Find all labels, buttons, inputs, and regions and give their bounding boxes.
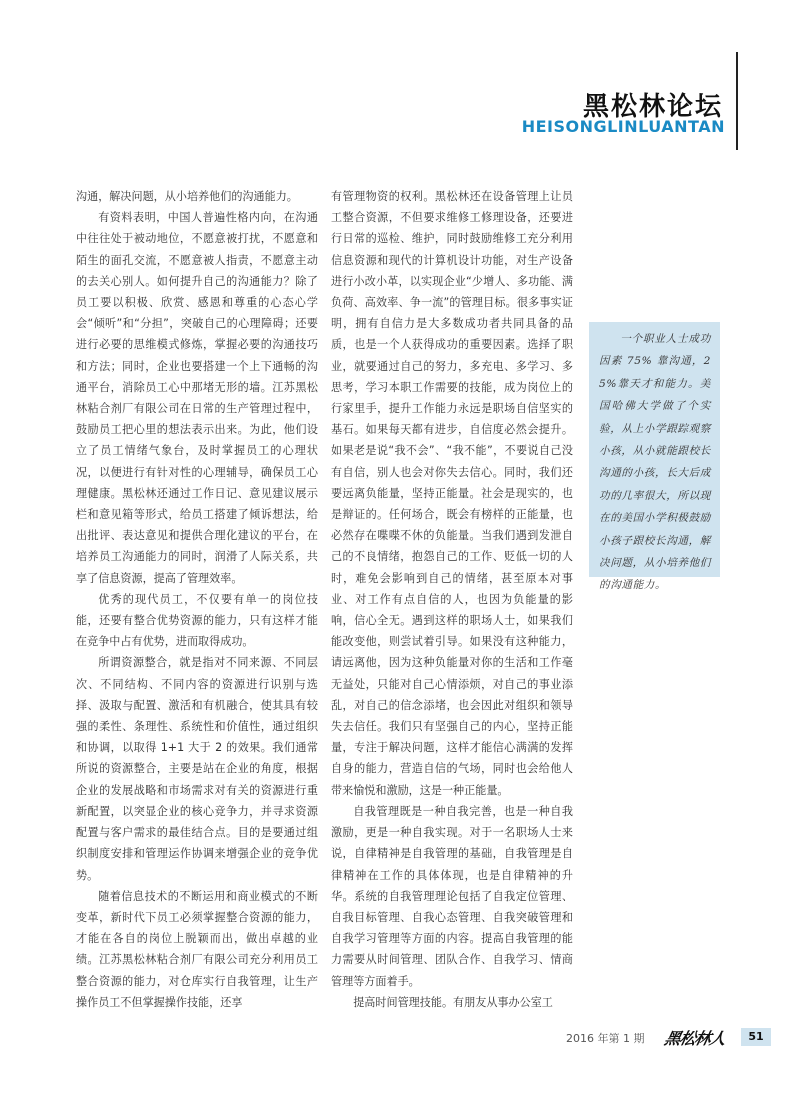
magazine-logo: 黑松林人 <box>662 1029 727 1048</box>
paragraph: 自我管理既是一种自我完善，也是一种自我激励，更是一种自我实现。对于一名职场人士来说，自律精神是自我管理的基础，自我管理是自律精神在工作的具体体现，也是自律精神的升华。系统的自我管理理论包括了自我定位管理、自我目标管理、自我心态管理、自我突破管理和自我学习管理等方面的内容。提高自我管理的能力需要从时间管理、团队合作、自我学习、情商管理等方面着手。 <box>331 804 573 988</box>
paragraph: 有管理物资的权利。黑松林还在设备管理上让员工整合资源，不但要求维修工修理设备，还要进行日常的巡检、维护，同时鼓励维修工充分利用信息资源和现代的计算机设计功能，对生产设备进行小改小革，以实现企业“少增人、多功能、满负荷、高效率、争一流”的管理目标。很多事实证明，拥有自信力是大多数成功者共同具备的品质，也是一个人获得成功的重要因素。选择了职业，就要通过自己的努力，多充电、多学习、多思考，学习本职工作需要的技能，成为岗位上的行家里手，提升工作能力永远是职场自信坚实的基石。如果每天都有进步，自信度必然会提升。如果老是说“我不会”、“我不能”，不要说自己没有自信，别人也会对你失去信心。同时，我们还要远离负能量，坚持正能量。社会是现实的，也是辩证的。任何场合，既会有榜样的正能量，也必然存在喋喋不休的负能量。当我们遇到发泄自己的不良情绪，抱怨自己的工作、贬低一切的人时，难免会影响到自己的情绪，甚至原本对事业、对工作有点自信的人，也因为负能量的影响，信心全无。遇到这样的职场人士，如果我们能改变他，则尝试着引导。如果没有这种能力，请远离他，因为这种负能量对你的生活和工作毫无益处，只能对自己心情添烦，对自己的事业添乱，对自己的信念添堵，也会因此对组织和领导失去信任。我们只有坚强自己的内心，坚持正能量，专注于解决问题，这样才能信心满满的发挥自身的能力，营造自信的气场，同时也会给他人带来愉悦和激励，这是一种正能量。 <box>331 190 573 797</box>
paragraph: 有资料表明，中国人普遍性格内向，在沟通中往往处于被动地位，不愿意被打扰，不愿意和陌生的面孔交流，不愿意被人指责，不愿意主动的去关心别人。如何提升自己的沟通能力？除了员工要以积极、欣赏、感恩和尊重的心态心学会“倾听”和“分担”，突破自己的心理障碍；还要进行必要的思维模式修炼，掌握必要的沟通技巧和方法；同时，企业也要搭建一个上下通畅的沟通平台，消除员工心中那堵无形的墙。江苏黑松林粘合剂厂有限公司在日常的生产管理过程中，鼓励员工把心里的想法表示出来。为此，他们设立了员工情绪气象台，及时掌握员工的心理状况，以便进行有针对性的心理辅导，确保员工心理健康。黑松林还通过工作日记、意见建议展示栏和意见箱等形式，给员工搭建了倾诉想法，给出批评、表达意见和提供合理化建议的平台，在培养员工沟通能力的同时，润滑了人际关系，共享了信息资源，提高了管理效率。 <box>76 211 318 585</box>
column-title-pinyin: HEISONGLINLUANTAN <box>521 117 725 136</box>
header-divider <box>736 52 738 150</box>
page-number: 51 <box>741 1028 771 1046</box>
paragraph: 随着信息技术的不断运用和商业模式的不断变革，新时代下员工必须掌握整合资源的能力，才能在各自的岗位上脱颖而出，做出卓越的业绩。江苏黑松林粘合剂厂有限公司充分利用员工整合资源的能力，对仓库实行自我管理，让生产操作员工不但掌握操作技能，还享 <box>76 889 318 1009</box>
paragraph: 沟通，解决问题，从小培养他们的沟通能力。 <box>76 190 298 203</box>
page-footer <box>560 1027 772 1047</box>
left-text-column <box>76 186 318 1013</box>
paragraph: 优秀的现代员工，不仅要有单一的岗位技能，还要有整合优势资源的能力，只有这样才能在竞争中占有优势，进而取得成功。 <box>76 592 318 649</box>
column-title: 黑松林论坛 <box>582 92 723 122</box>
paragraph: 所谓资源整合，就是指对不同来源、不同层次、不同结构、不同内容的资源进行识别与选择、汲取与配置、激活和有机融合，使其具有较强的柔性、条理性、系统性和价值性，通过组织和协调，以取得 1+1 大于 2 的效果。我们通常所说的资源整合，主要是站在企业的角度，根据企业的发展战略和市场需求对有关的资源进行重新配置，以突显企业的核心竞争力，并寻求资源配置与客户需求的最佳结合点。目的是要通过组织制度安排和管理运作协调来增强企业的竞争优势。 <box>76 656 318 882</box>
paragraph: 提高时间管理技能。有朋友从事办公室工 <box>353 995 553 1009</box>
right-text-column <box>331 186 573 1013</box>
issue-label: 2016 年第 1 期 <box>566 1032 645 1045</box>
pull-quote-text: 一个职业人士成功因素 75% 靠沟通，25%靠天才和能力。美国哈佛大学做了个实验，从上小学跟踪观察小孩，从小就能跟校长沟通的小孩，长大后成功的几率很大，所以现在的美国小学积极鼓励小孩子跟校长沟通，解决问题，从小培养他们的沟通能力。 <box>599 333 711 592</box>
pull-quote-sidebar <box>589 322 720 592</box>
